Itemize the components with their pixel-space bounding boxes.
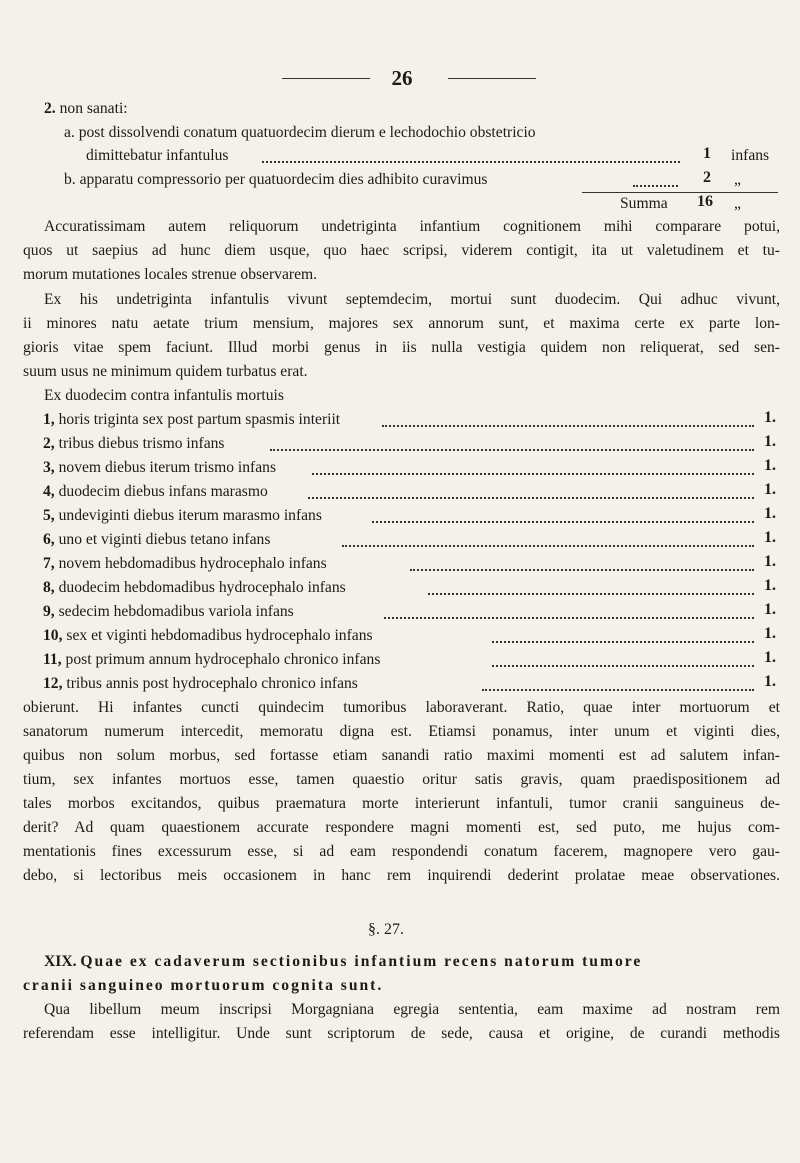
list-item	[43, 650, 380, 670]
section-mark: §. 27.	[368, 921, 404, 938]
item-count: 1.	[764, 577, 776, 594]
item-number: 7,	[43, 555, 55, 572]
leader-dots	[312, 473, 754, 475]
item-text: sex et viginti hebdomadibus hydrocephalo infans	[66, 627, 373, 644]
item-number: 2,	[43, 435, 55, 452]
paragraph-line: referendam esse intelligitur. Unde sunt scriptorum de sede, causa et origine, de curandi methodis	[23, 1025, 780, 1042]
item-text: horis triginta sex post partum spasmis interiit	[58, 411, 341, 428]
item-count: 1.	[764, 409, 776, 426]
case-a-line2: dimittebatur infantulus	[86, 147, 229, 164]
case-a-line1: a. post dissolvendi conatum quatuordecim dierum e lechodochio obstetricio	[64, 124, 536, 141]
leader-dots	[492, 665, 754, 667]
paragraph-line: quibus non solum morbus, sed fortasse etiam sanandi ratio maximi momenti est ad salutem infan-	[23, 747, 780, 764]
item-number: 6,	[43, 531, 55, 548]
list-intro: Ex duodecim contra infantulis mortuis	[44, 387, 284, 404]
section-heading	[44, 99, 128, 119]
leader-dots	[382, 425, 754, 427]
item-text: tribus annis post hydrocephalo chronico infans	[66, 675, 358, 692]
paragraph-line: mentationis fines excessurum esse, si ad eam respondendi conatum facerem, magnopere vero gau-	[23, 843, 780, 860]
paragraph-line: gioris vitae spem faciunt. Illud morbi genus in iis nulla vestigia quidem non reliquerat, sed sen-	[23, 339, 780, 356]
item-count: 1.	[764, 625, 776, 642]
item-number: 11,	[43, 651, 62, 668]
item-count: 1.	[764, 553, 776, 570]
page-header	[0, 66, 800, 90]
paragraph-line: Ex his undetriginta infantulis vivunt septemdecim, mortui sunt duodecim. Qui adhuc vivunt,	[44, 291, 780, 308]
list-item	[43, 506, 322, 526]
paragraph-line: Qua libellum meum inscripsi Morgagniana egregia sententia, eam maxime ad nostram rem	[44, 1001, 780, 1018]
leader-dots	[270, 449, 754, 451]
paragraph-line: tales morbos excitandos, quibus praematura morte interierunt infantuli, tumor cranii sanguineus de-	[23, 795, 780, 812]
leader-dots	[342, 545, 754, 547]
item-text: duodecim diebus infans marasmo	[58, 483, 268, 500]
item-number: 5,	[43, 507, 55, 524]
item-number: 8,	[43, 579, 55, 596]
paragraph-line: quos ut saepius ad hunc diem usque, quo haec scripsi, viderem contigit, ita ut valetudinem et tu-	[23, 242, 780, 259]
list-item	[43, 626, 373, 646]
leader-dots	[410, 569, 754, 571]
list-item	[43, 482, 268, 502]
item-count: 1.	[764, 529, 776, 546]
item-text: novem hebdomadibus hydrocephalo infans	[58, 555, 327, 572]
paragraph-line: ii minores natu aetate trium mensium, majores sex annorum sunt, et maxima certe ex parte lon-	[23, 315, 780, 332]
chapter-heading-line1	[44, 952, 642, 972]
list-item	[43, 458, 276, 478]
chapter-heading-line2: cranii sanguineo mortuorum cognita sunt.	[23, 977, 384, 994]
list-item	[43, 410, 340, 430]
leader-dots	[308, 497, 754, 499]
case-a-count: 1	[703, 145, 711, 162]
item-text: post primum annum hydrocephalo chronico infans	[65, 651, 381, 668]
list-item	[43, 554, 327, 574]
list-item	[43, 578, 346, 598]
list-item	[43, 434, 225, 454]
leader-dots	[372, 521, 754, 523]
summa-label: Summa	[620, 195, 668, 212]
item-number: 3,	[43, 459, 55, 476]
page-number: 26	[391, 66, 413, 90]
leader-dots	[428, 593, 754, 595]
item-text: undeviginti diebus iterum marasmo infans	[58, 507, 322, 524]
paragraph-line: obierunt. Hi infantes cuncti quindecim tumoribus laboraverant. Ratio, quae inter mortuorum et	[23, 699, 780, 716]
list-item	[43, 530, 270, 550]
summa-count: 16	[697, 193, 713, 210]
item-number: 4,	[43, 483, 55, 500]
item-text: duodecim hebdomadibus hydrocephalo infans	[58, 579, 346, 596]
section-number: 2.	[44, 100, 56, 117]
leader-dots	[482, 689, 754, 691]
header-rule-left	[282, 78, 370, 79]
item-text: uno et viginti diebus tetano infans	[58, 531, 271, 548]
leader-dots	[633, 185, 678, 187]
item-count: 1.	[764, 505, 776, 522]
list-item	[43, 674, 358, 694]
paragraph-line: derit? Ad quam quaestionem accurate respondere magni momenti est, sed puto, me hujus com-	[23, 819, 780, 836]
chapter-title-part1: Quae ex cadaverum sectionibus infantium recens natorum tumore	[80, 953, 643, 970]
paragraph-line: morum mutationes locales strenue observarem.	[23, 266, 318, 283]
sum-rule	[582, 192, 778, 193]
item-number: 10,	[43, 627, 63, 644]
item-count: 1.	[764, 601, 776, 618]
item-count: 1.	[764, 481, 776, 498]
case-b-unit: „	[734, 171, 741, 188]
paragraph-line: debo, si lectoribus meis occasionem in hanc rem inquirendi dederint prolatae meae observationes.	[23, 867, 780, 884]
item-text: novem diebus iterum trismo infans	[58, 459, 277, 476]
section-heading-text: non sanati:	[59, 100, 128, 117]
item-count: 1.	[764, 433, 776, 450]
item-count: 1.	[764, 649, 776, 666]
paragraph-line: sanatorum numerum intercedit, memoratu digna est. Etiamsi ponamus, inter unum et viginti dies,	[23, 723, 780, 740]
leader-dots	[492, 641, 754, 643]
item-number: 9,	[43, 603, 55, 620]
leader-dots	[262, 161, 680, 163]
summa-unit: „	[734, 195, 741, 212]
leader-dots	[384, 617, 754, 619]
case-b-line: b. apparatu compressorio per quatuordecim dies adhibito curavimus	[64, 171, 488, 188]
item-count: 1.	[764, 673, 776, 690]
item-number: 1,	[43, 411, 55, 428]
list-item	[43, 602, 294, 622]
case-b-count: 2	[703, 169, 711, 186]
item-number: 12,	[43, 675, 63, 692]
item-text: sedecim hebdomadibus variola infans	[58, 603, 294, 620]
paragraph-line: Accuratissimam autem reliquorum undetriginta infantium cognitionem mihi comparare potui,	[44, 218, 780, 235]
item-count: 1.	[764, 457, 776, 474]
chapter-number: XIX.	[44, 953, 77, 970]
paragraph-line: tium, sex infantes mortuos esse, tamen quaestio oritur satis gravis, quam praedispositionem ad	[23, 771, 780, 788]
paragraph-line: suum usus ne minimum quidem turbatus erat.	[23, 363, 308, 380]
case-a-unit: infans	[731, 147, 770, 164]
item-text: tribus diebus trismo infans	[58, 435, 225, 452]
header-rule-right	[448, 78, 536, 79]
